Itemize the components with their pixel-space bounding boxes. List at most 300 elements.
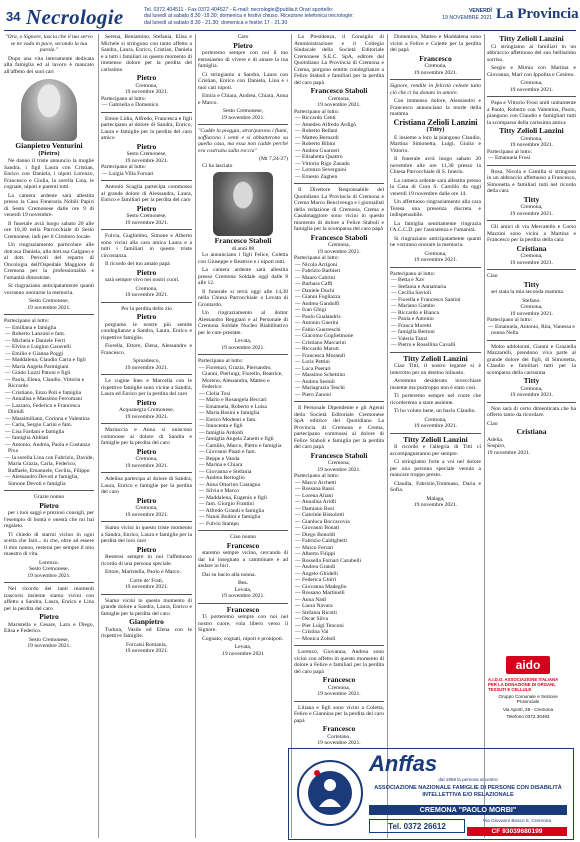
aido-group: Gruppo Comunale e Sezione Provinciale	[498, 694, 558, 705]
notice-text: La camera ardente sarà allestita presso Cremona Soldale oggi dalle 8 alle 12.	[198, 267, 288, 286]
notice-text: Lorenzo, Giovanna, Andrea sono vicini con affetto in questo momento di dolore a Felice e familiari per la perdita del caro papà	[294, 649, 384, 675]
divider	[390, 267, 481, 268]
place: Cremona,	[520, 80, 543, 86]
list-item: — Annalisa e Massimo Ferromani	[5, 396, 83, 402]
list-item: — Marina e Chiara	[199, 462, 243, 468]
list-item: — Oscar Silva	[295, 616, 328, 622]
issue-date	[432, 8, 492, 21]
list-item: — Pier Luigi Tenconi	[295, 622, 344, 629]
quote: "Ora, o Signore, lascia che il tuo servo se ne vada in pace, secondo la tua parola."	[5, 34, 93, 53]
notice-text: Papa e Vittorio Frosi uniti unitamente a Paolo, Roberto con Valentina, Paolo, piangono con Claudio e famigliari tutti la scomparsa della carissima amica	[487, 100, 576, 126]
column-5	[390, 34, 481, 744]
list-item: — Fabrizio Caldighetti	[295, 538, 347, 544]
list-item: — Cristiano, Enzo Poli e famiglia	[5, 389, 82, 396]
place: Cremona,	[520, 204, 543, 210]
notice-intro: Per la perdita dello zio	[121, 305, 172, 312]
divider	[198, 603, 288, 604]
list-item: — Carla, Sergio Carini e fam.	[5, 422, 73, 428]
list-item: — Clelia Tosi	[199, 390, 231, 397]
aido-description: A.I.D.O. ASSOCIAZIONE ITALIANA PER LA DONAZIONE DI ORGANI, TESSUTI E CELLULE	[488, 677, 559, 692]
place: Cremona,	[135, 82, 158, 89]
list-item: — Maddalena, Eugenio e figli	[199, 494, 267, 501]
notice-text: Dopo una vita interamente dedicata alla famiglia ed al lavoro è mancato all'affetto dei suoi cari	[4, 55, 94, 75]
notice-text: Emira e Chiara, Andrea, Chiara, Anna e Marco.	[198, 93, 288, 106]
list-item: — Loris Pettini	[295, 359, 330, 365]
notice-text: Ti ho voluto bene, un bacio Claudio.	[394, 408, 476, 414]
deceased-name: Francesco	[226, 604, 260, 614]
list-item: — famiglia Angela Zanetti e figli	[199, 436, 274, 442]
notice-text: Un ringraziamento al dottor Alessandro Reggiani e al Personale di Cremona Soldale Nucleo Riabilitativo per le cure prestate.	[198, 310, 288, 336]
deceased-name: Titty Zelioli Lanzini	[499, 34, 564, 43]
notice-text: E insieme a loro la piangono Claudio, Martina Simonetta, Luigi, Giulia e Vittorio.	[390, 134, 481, 154]
contact-info	[144, 7, 444, 26]
notice-text: Dai su bacio alla nonna.	[202, 571, 256, 578]
divider	[487, 402, 576, 403]
notice-text: Le cugine Ines e Marcella con le rispettive famiglie sono vicine a Sandra, Laura ed Enrico per la perdita del caro	[101, 378, 192, 397]
notice-text: Il ricordo del tuo amato papà	[105, 261, 170, 267]
list-item: — Emanuela, Roberto e Luisa	[199, 403, 267, 410]
portrait-photo	[213, 172, 273, 236]
list-item: — Gabriele Bissolotti	[295, 512, 345, 518]
list-item: — Elvira e Luigino Garavelli	[5, 344, 71, 350]
place: Sospiro,	[487, 443, 506, 449]
deceased-name: Cristiana	[516, 427, 547, 436]
column-rule	[195, 34, 196, 838]
list-item: — Stefania Ricotti	[295, 609, 337, 616]
info-line: dal lunedì al sabato 8.30 -19.30; domenica e festivi chiuso. Ricezione telefonica necrologie:	[144, 13, 354, 20]
aido-address: Via Aporti, 28 - Cremona	[502, 706, 554, 712]
column-rule	[484, 34, 485, 838]
list-item: — famiglia Bertoni	[391, 329, 435, 335]
list-item: — Roberto Bellani	[295, 128, 338, 134]
divider	[101, 594, 192, 595]
list-item: — Andrea Grandi	[295, 564, 336, 570]
place: Sesto Cremonese,	[28, 566, 70, 572]
notice-intro: Caro	[237, 34, 249, 40]
list-item: — Riccardo Centi	[295, 115, 336, 121]
page-header	[4, 4, 579, 31]
notice-text: Mariuccia e Anna si uniscono commosse al dolore di Sandra e famiglie per la perdita del caro	[101, 427, 192, 446]
anffas-address: Via Giovanni Bosco 5, Cremona	[482, 819, 552, 824]
anffas-city: CREMONA "PAOLO MORBI"	[369, 805, 567, 815]
anffas-name: Anffas	[369, 751, 438, 776]
list-item: — Franca Moretti	[391, 322, 432, 329]
date: 19 novembre 2021.	[487, 449, 531, 456]
deceased-name: Gianpietro	[129, 617, 164, 626]
deceased-name: Titty Zelioli Lanzini	[403, 353, 468, 363]
notice-text: Con immenso dolore, Alessandro e Francesco annunciano la morte della mamma	[390, 98, 481, 117]
notice-text: Ettore Lidia, Alfredo, Francesca e figli partecipano al dolore di Sandra, Enrico, Laura e famiglie per la perdita del caro amico	[101, 115, 192, 141]
list-item: — Massimiliano, Corinna e Valentina	[5, 415, 90, 422]
notice-text: Il funerale si terrà oggi alle 14,30 nella Chiesa Parrocchiale a Levata di Grontardo.	[198, 288, 288, 308]
deceased-name: Pietro	[136, 312, 157, 321]
list-item: — Marco Ferrari	[295, 544, 334, 551]
divider	[294, 645, 384, 646]
list-item: — Massimo Schettino	[295, 372, 346, 378]
list-item: — Mariagrazia Teschi	[295, 385, 345, 391]
column-rule	[98, 34, 99, 838]
notice-text: Un ringraziamento particolare alle dott.ssa Daniela, alla dott.ssa Galgano e al dott. Pericoli del reparto di Oncologia dell'Ospedale Maggiore di Cremona per la professionalità e l'umanità dimostrate.	[4, 242, 94, 281]
date: 19 novembre 2021.	[124, 648, 169, 654]
deceased-name: Titty	[523, 376, 540, 385]
portrait-photo	[21, 79, 77, 141]
anffas-association: ASSOCIAZIONE NAZIONALE FAMIGLIE DI PERSONE CON DISABILITÀ INTELLETTIVA E/O RELAZIONALE	[374, 785, 562, 798]
participants-title: Partecipano al lutto:	[294, 108, 340, 115]
notice-text: Il Personale Dipendente e gli Agenti della Società Editoriale Cremonese SpA editrice del Quotidiano La Provincia di Cremona e Crema, partecipano commossi al dolore di Felice Staboli e famiglia per la perdita del caro papà	[294, 405, 384, 450]
notice-text: Si ringraziano anticipatamente quanti vorranno onorarne la memoria.	[4, 283, 94, 296]
notice-text: porteremo sempre con noi il tuo entusiasmo di vivere e di amare la tua famiglia.	[198, 50, 288, 69]
weekday: VENERDÌ	[468, 8, 492, 14]
notice-text: Il funerale avrà luogo sabato 20 alle ore 10,30 nella Parrocchiale di Sesto Cremonese, indi per il Cimitero locale.	[4, 220, 94, 240]
list-item: — Gianni Fogliazza	[295, 294, 341, 300]
list-item: — Beppe e Vanda	[199, 455, 240, 462]
divider	[294, 401, 384, 402]
list-item: — Andrea Gandolfi	[295, 300, 340, 307]
list-item: — Ivan Ghigi	[295, 307, 327, 313]
notice-text: Fulvia, Guglielmo, Simone e Alberto sono vicini alla cara amica Laura e a tutti i familiari in questo triste circostanza.	[101, 233, 192, 259]
list-item: — Maria Angela Parmigiani	[5, 363, 69, 370]
notice-text: La camera ardente sarà allestita presso la Casa Funeraria Nobili Papiri di Sesto Cremonese dalle ore 9 di venerdì 19 novembre.	[4, 192, 94, 218]
date: 19 novembre 2021.	[413, 69, 458, 76]
list-item: — Paolo Gualandris	[295, 313, 341, 320]
date: 19 novembre 2021.	[413, 502, 458, 508]
date: 19 novembre 2021.	[124, 89, 169, 95]
quote-reference: (Mt 7,24-27)	[259, 156, 288, 162]
place: Cremona,	[328, 242, 350, 248]
place: Levata,	[234, 586, 252, 593]
divider	[294, 701, 384, 702]
place: Forcaisi Romania,	[125, 641, 167, 648]
list-item: — Silvia e Marco	[199, 488, 239, 494]
participants-list	[294, 262, 384, 399]
list-item: — Mario e Rosangela Beccari	[199, 397, 267, 403]
list-item: — fam. Giorgio Frantini	[199, 501, 254, 507]
list-item: — Alfredo Grandi e famiglia	[199, 507, 264, 514]
date: 19 novembre 2021.	[27, 572, 71, 579]
participants-title: Partecipano al lutto:	[294, 255, 340, 261]
list-item: — Amedeo Alfredo Ardigò	[295, 121, 357, 128]
deceased-name: Titty Zelioli Lanzini	[499, 126, 564, 135]
list-item: — Nicola Arrigoni	[295, 261, 338, 268]
date: 19 novembre 2021.	[124, 292, 169, 298]
deceased-name: Francesco Staboli	[214, 236, 272, 245]
list-item: — Nanni Bodini e famiglia	[199, 514, 261, 520]
list-item: — Lorenzo Severgnini	[295, 167, 347, 173]
list-item: — Matteo Bernardi	[295, 134, 339, 141]
anffas-tagline: dal 1958 la persona al centro	[438, 777, 498, 782]
deceased-name: Pietro	[136, 267, 157, 277]
notice-text: Sergio e Mimia con Martina e Giovanna, Mari con Ippolita e Cosimo.	[487, 65, 576, 78]
place: Cremona,	[520, 304, 543, 310]
notice-intro: Grazie nonno	[33, 494, 65, 500]
list-item: — Andrea Guarneri	[295, 147, 340, 154]
notice-text: Claudia, Fabrizio,Tommaso, Daria e Sofia.	[390, 480, 481, 493]
list-item: — Innocenta e figli	[199, 423, 243, 429]
deceased-name: Francesco	[322, 675, 356, 684]
participants-list	[198, 365, 288, 528]
place: Cremona,	[520, 135, 543, 142]
list-item: — Angelo Ghidelli	[295, 570, 338, 577]
list-item: — Piero Zanoni	[295, 391, 332, 398]
list-item: — Maddalena, Claudio Carra e figli	[5, 357, 86, 363]
date: 19 novembre 2021.	[27, 304, 71, 311]
date: 19 novembre 2021.	[509, 259, 554, 266]
notice-intro: Ciao	[487, 273, 498, 279]
list-item: — Cristina Vai	[295, 629, 329, 635]
deceased-name: Cristiana	[516, 243, 547, 253]
deceased-name: Francesco Staboli	[310, 450, 368, 460]
list-item: — Rossana Bassi	[295, 486, 335, 492]
list-item: — Andrea Bertoglio	[199, 475, 245, 481]
notice-text: Tudora, Vasile ed Elena con le rispettive famiglie.	[101, 626, 192, 639]
date: 19 novembre 2021.	[317, 466, 361, 473]
list-item: — Giovanni Bonati	[295, 525, 340, 531]
notice-text: staremo sempre vicino, cercando di dar lui insegnato a camminare e ad andare in bici.	[198, 550, 288, 569]
participants-list	[101, 171, 192, 178]
notice-text: Si ringraziano anticipatamente quanti ne vorranno onorare la memoria.	[390, 235, 481, 248]
anffas-telephone: Tel. 0372 26612	[369, 819, 465, 833]
deceased-name: Pietro	[136, 203, 157, 213]
notice-text: Il Direttore Responsabile del Quotidiano La Provincia di Cremona e Crema Marco Bencivenga e i giornalisti della redazione di Cremona, Crema e Casalmaggiore sono vicini in questo momento di dolore a Felice Staboli e famiglia per la scomparsa del caro papà	[294, 187, 384, 232]
date: 19 novembre 2021.	[221, 114, 265, 121]
notice-text: Il funerale avrà luogo sabato 20 novembre alle ore 11,30 presso la Chiesa Parrocchiale di S. Imerio.	[390, 156, 481, 175]
column-rule	[387, 34, 388, 838]
notice-text: Ettore, Maristella, Paolo e Marco.	[105, 569, 181, 575]
list-item: — Monica Zoboli	[295, 635, 336, 642]
divider	[4, 314, 94, 315]
notice-text: Non sarà di certo dimenticata che ha offerto tanto da ricordare.	[487, 405, 576, 418]
notice-text: La famiglia sentitamente ringrazia l'A.C.C.D. per l'assistenza e l'umanità.	[390, 220, 481, 233]
list-item: — Fiorella e Francesco Santini	[391, 296, 461, 303]
notice-text: Serena, Beniamino, Stefania, Elisa e Michele si stringono con tanto affetto a Sandra, Laura, Enrico, Cristian, Daniela e a tutti i familiari in questo momento di immenso dolore per la perdita del carissimo	[101, 34, 192, 73]
list-item: — Lisa Fardani e famiglia	[5, 428, 65, 435]
list-item: — la sorella Lina con Fabrizio, Davide, Maria Grazia, Carla, Federico, Raffaele, Emanuele, Cecilia, Filippo	[5, 454, 94, 474]
notice-text: Domenico, Matteo e Maddalena sono vicini a Felice e Colette per la perdita del papà	[390, 34, 481, 53]
notice-text: Adelina partecipa al dolore di Sandra, Laura, Enrico e famiglie per la perdita del caro	[101, 476, 192, 495]
notice-text: Un affettuoso ringraziamento alla cara Teresa una presenza discreta e indispensabile.	[390, 199, 481, 218]
signature: Adelia.	[487, 436, 504, 443]
anffas-logo-icon	[295, 755, 365, 831]
participants-list	[487, 324, 576, 337]
list-item: — Gabriella e Domenico	[102, 102, 159, 108]
deceased-name: Pietro	[136, 141, 157, 151]
deceased-name: Francesco	[226, 540, 260, 550]
notice-intro: Ciao	[487, 420, 498, 427]
divider	[101, 472, 192, 473]
section-title: Necrologie	[26, 5, 124, 29]
notice-text: Nel ricordo dei tanti momenti trascorsi insieme siamo vicini con affetto a Sandra, Laura, Enrico e Lina per la perdita del caro	[4, 586, 94, 612]
place: Sesto Cremonese,	[222, 108, 264, 114]
list-item: — Cecilia Savioli	[391, 290, 432, 296]
deceased-name: Francesco Staboli	[310, 232, 368, 242]
list-item: — Fabio Guerreschi	[295, 326, 341, 333]
divider	[390, 433, 481, 434]
list-item: — Francesca Morandi	[295, 352, 346, 359]
notice-text: Gli amici di via Mercatello e Corso Mazzini sono vicini a Martina e Francesco per la perdita della cara	[487, 224, 576, 243]
date: 19 novembre 2021.	[124, 219, 169, 226]
list-item: — Giovanni Pisati e fam.	[199, 449, 257, 455]
notice-text: Maristella e Cesare, Lara e Diego, Elisa e Federico.	[4, 621, 94, 634]
list-item: — Rossella Fornari Carubelli	[295, 557, 362, 564]
list-item: — Paola, Elena, Claudio, Vittoria e Riccardo	[5, 376, 85, 389]
divider	[101, 374, 192, 375]
date: 19 novembre 2021.	[509, 210, 554, 217]
divider	[101, 229, 192, 230]
list-item: — Luigia Villa Fornari	[102, 170, 154, 177]
notice-text: Ti porteremo sempre con noi nel nostro cuore, vola libero verso il Signore.	[198, 614, 288, 633]
age: di anni 88	[231, 245, 255, 252]
notice-intro: Ci ha lasciato	[202, 162, 233, 169]
divider	[101, 302, 192, 303]
place: Sesto Cremonese,	[126, 151, 167, 157]
list-item: — Paola e Antonio	[391, 316, 434, 322]
list-item: — Vittorio Rigo Zanado	[295, 160, 350, 167]
participants-list	[390, 277, 481, 349]
divider	[198, 354, 288, 355]
place: Spinadesco,	[133, 358, 160, 364]
signature: Stefano.	[522, 297, 541, 304]
list-item: — Antonio Guerini	[295, 320, 339, 326]
notice-text: Ne danno il triste annuncio la moglie Sandra, i figli Laura con Cristian, Enrico con Daniela, i nipoti Lorenzo, Francesco e Giulia, la sorella Lina, le cognate, nipoti e parenti tutti.	[4, 158, 94, 190]
list-item: — Marco Archetti	[295, 479, 337, 486]
list-item: — Barbara Caffi	[295, 281, 333, 287]
notice-text: Avremmo desiderato invecchiare insieme ma purtroppo non è stato così.	[390, 378, 481, 391]
place: Levata,	[234, 338, 252, 344]
date: 19 novembre 2021.	[317, 740, 361, 744]
deceased-name: Pietro	[136, 73, 157, 82]
list-item: — Annalisa Aridli	[295, 499, 337, 505]
list-item: — Ernesto Zaghen	[295, 173, 338, 180]
signature: Lorenzo.	[38, 559, 60, 566]
list-item: — Riccardo Maruti	[295, 346, 339, 352]
participants-title: Partecipano al lutto:	[101, 164, 147, 170]
notice-text: Resterai sempre in noi l'affettuoso ricordo di una persona speciale.	[101, 554, 192, 567]
list-item: — Pietro e Rosellina Cavalli	[391, 342, 456, 348]
list-item: — Federica Ghirri	[295, 577, 337, 583]
notice-text: porgiamo le nostre più sentite condoglianze a Sandra, Laura, Enrico e rispettive famiglie.	[101, 321, 192, 341]
list-item: — Betta e Xav	[391, 277, 425, 283]
deceased-nickname: (Titty)	[426, 126, 445, 133]
divider	[390, 79, 481, 80]
place: Cremona,	[328, 460, 350, 466]
quote: Signore, rendile in felicità celeste tutto ciò che ci ha donato in amore.	[390, 83, 481, 96]
place: Cremona,	[424, 250, 447, 257]
list-item: — Fulvio Stampo	[199, 520, 240, 527]
divider	[101, 423, 192, 424]
list-item: — Emiliana e famiglia	[5, 324, 57, 331]
deceased-name: Pietro	[136, 544, 157, 554]
place: Corte de' Frati,	[129, 577, 164, 584]
deceased-name: Francesco Staboli	[310, 86, 368, 95]
participants-title: Partecipano al lutto:	[487, 317, 533, 323]
list-item: — Fiorenzo, Grazia, Piersandro, Gianni, Pierluigi, Fiorello, Beatrice, Moreno, Alessandra, Matteo e Federico	[199, 364, 283, 390]
participants-title: Partecipano al lutto:	[101, 95, 147, 102]
anffas-advert	[288, 748, 574, 840]
participants-list	[101, 102, 192, 109]
notice-text: La Presidenza, il Consiglio di Amministrazione e il Collegio Sindacale della Società Editoriale Cremonese S.E.C. SpA, editore del Quotidiano La Provincia di Cremona e Crema, porgono sentite condoglianze a Felice Staboli e familiari per la perdita del caro papà	[294, 34, 384, 86]
list-item: — Anna Ottorino Castagna	[199, 481, 261, 488]
list-item: — Mauro Cabrini	[295, 274, 336, 281]
info-line: dal lunedì al sabato 8.30 - 21.30; domenica e festivi 17 - 21.30	[144, 19, 288, 26]
aido-logo: aido	[506, 656, 550, 674]
place: Cremona,	[520, 385, 543, 392]
list-item: — Antonio, Andrea, Paola e Costanza Piva	[5, 441, 90, 454]
divider	[101, 180, 192, 181]
column-4	[294, 34, 384, 744]
page-number: 34	[6, 9, 21, 24]
participants-title: Partecipano al lutto:	[198, 358, 244, 364]
date: 19 novembre 2021.	[124, 157, 169, 164]
notice-text: Molto addolorati, Gianni e Graziella Mazzarelli, prendono viva parte al grande dolore dei figli, di Simonetta, Claudio e familiari tutti per la scomparsa della carissima	[487, 343, 576, 376]
participants-title: Partecipano al lutto:	[487, 148, 533, 155]
date: 19 novembre 2021.	[509, 142, 554, 148]
list-item: — Camillo, Marco, Pietro e famiglia	[199, 442, 282, 449]
place: Cremona,	[135, 456, 158, 462]
divider	[101, 521, 192, 522]
notice-text: Lo annunciano i figli Felice, Coletta con Giuseppe e Beatrice e i nipoti tutti.	[198, 252, 288, 265]
deceased-nickname: (Pietro)	[38, 149, 60, 157]
date: 19 novembre 2021.	[413, 423, 458, 429]
place: Cremona,	[424, 63, 447, 69]
column-3	[198, 34, 288, 838]
date: 19 NOVEMBRE 2021	[442, 14, 492, 21]
list-item: — Alberto Filippi	[295, 551, 336, 557]
date: 19 novembre 2021.	[124, 584, 169, 590]
notice-text: Ci stringiamo ai familiari in un abbraccio affettuoso del suo bellissimo sorriso.	[487, 43, 576, 63]
notice-text: Ciao Titti, il nostro legame si è interrotto per un destino infausto.	[390, 363, 481, 376]
place: Cremona,	[424, 416, 447, 423]
participants-list	[294, 480, 384, 643]
list-item: — Michela e Daniele Ferri	[5, 337, 66, 344]
participants-list	[4, 325, 94, 488]
place: Cortetano,	[327, 733, 351, 740]
divider	[4, 582, 94, 583]
list-item: — Lazzaro, Federico e Francesca Dimidi	[5, 402, 81, 415]
place: Sesto Cremonese,	[126, 213, 167, 219]
date: 19 novembre 2021.	[509, 86, 554, 93]
deceased-name: Pietro	[136, 446, 157, 456]
list-item: — Lorena Aliani	[295, 492, 333, 499]
list-item: — famiglia Ardoldi	[199, 429, 244, 436]
list-item: — Giovanna Madeglio	[295, 583, 347, 590]
deceased-name: Pietro	[136, 397, 157, 407]
deceased-name: Francesco	[419, 53, 452, 63]
place: Acquanegra Cremonese,	[119, 407, 174, 413]
date: 19 novembre 2021.	[317, 248, 361, 255]
date: 19 novembre 2021.	[509, 392, 554, 398]
date: 19 novembre 2021.	[509, 310, 554, 317]
notice-text: Il ricordo e l'allegria di Titti ci accompagneranno per sempre.	[390, 444, 481, 457]
notice-intro: Ciao nonno	[230, 534, 256, 540]
date: 19 novembre 2021.	[27, 643, 71, 649]
place: Cremona,	[520, 253, 543, 259]
participants-title: Partecipano al lutto:	[4, 318, 50, 324]
list-item: — Emilio e Gianna Poggi	[5, 350, 64, 357]
list-item: — Daniele Duchi	[295, 287, 335, 294]
column-1	[4, 34, 94, 838]
notice-text: sarà sempre vivo nei nostri cuori.	[105, 277, 180, 283]
list-item: — Damiano Bosi	[295, 505, 335, 512]
list-item: — Emanuela Frosi	[488, 155, 531, 161]
date: 19 novembre 2021.	[317, 102, 361, 108]
deceased-name: Pietro	[39, 500, 59, 510]
place: Cremona,	[135, 285, 158, 292]
column-6	[487, 34, 576, 652]
list-item: — Valeria Tanzi	[391, 335, 428, 342]
list-item: — Mariano Gambo	[391, 303, 435, 309]
list-item: — famiglia Abbiati	[5, 435, 49, 441]
column-2	[101, 34, 192, 838]
